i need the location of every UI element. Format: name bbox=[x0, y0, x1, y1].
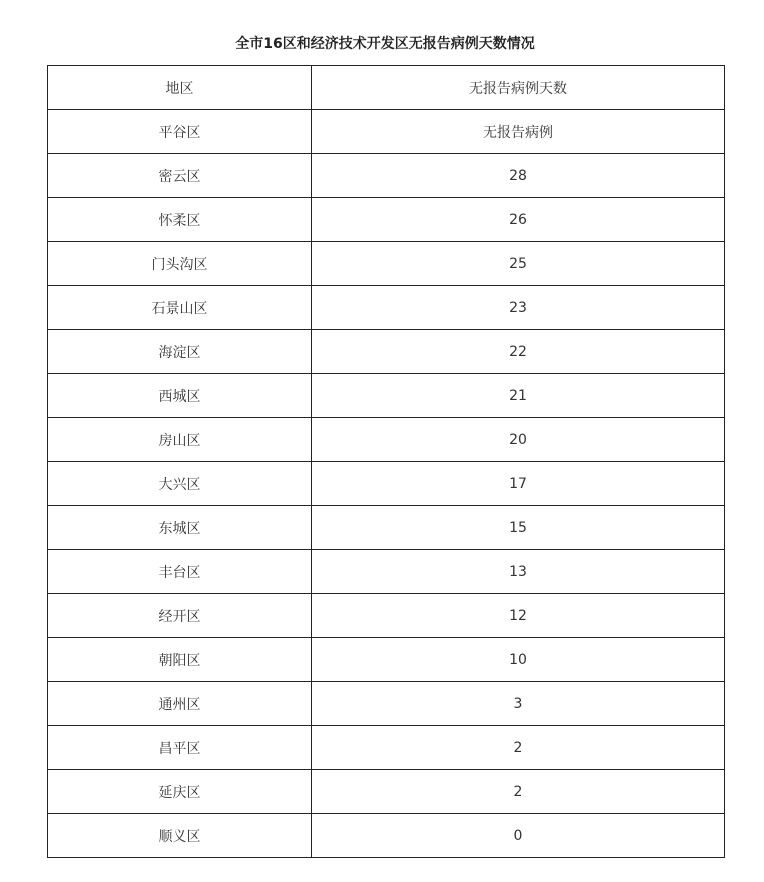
days-cell: 28 bbox=[312, 154, 725, 198]
district-cell: 经开区 bbox=[48, 594, 312, 638]
district-cell: 密云区 bbox=[48, 154, 312, 198]
days-cell: 22 bbox=[312, 330, 725, 374]
header-cell-district: 地区 bbox=[48, 66, 312, 110]
district-cell: 大兴区 bbox=[48, 462, 312, 506]
district-cell: 昌平区 bbox=[48, 726, 312, 770]
days-cell: 无报告病例 bbox=[312, 110, 725, 154]
days-cell: 21 bbox=[312, 374, 725, 418]
table-row bbox=[48, 330, 725, 374]
table-row bbox=[48, 374, 725, 418]
page-title: 全市16区和经济技术开发区无报告病例天数情况 bbox=[235, 36, 535, 52]
table-row bbox=[48, 242, 725, 286]
table-row bbox=[48, 814, 725, 858]
days-cell: 26 bbox=[312, 198, 725, 242]
days-cell: 2 bbox=[312, 726, 725, 770]
table-row bbox=[48, 770, 725, 814]
district-cell: 石景山区 bbox=[48, 286, 312, 330]
table-header-row bbox=[48, 66, 725, 110]
district-cell: 门头沟区 bbox=[48, 242, 312, 286]
district-cell: 怀柔区 bbox=[48, 198, 312, 242]
header-cell-days: 无报告病例天数 bbox=[312, 66, 725, 110]
days-cell: 17 bbox=[312, 462, 725, 506]
days-cell: 15 bbox=[312, 506, 725, 550]
district-cell: 西城区 bbox=[48, 374, 312, 418]
days-cell: 13 bbox=[312, 550, 725, 594]
table-row bbox=[48, 462, 725, 506]
district-cell: 延庆区 bbox=[48, 770, 312, 814]
no-case-days-table bbox=[47, 65, 725, 858]
days-cell: 2 bbox=[312, 770, 725, 814]
district-cell: 房山区 bbox=[48, 418, 312, 462]
days-cell: 23 bbox=[312, 286, 725, 330]
days-cell: 3 bbox=[312, 682, 725, 726]
table-row bbox=[48, 110, 725, 154]
days-cell: 25 bbox=[312, 242, 725, 286]
days-cell: 10 bbox=[312, 638, 725, 682]
district-cell: 通州区 bbox=[48, 682, 312, 726]
table-row bbox=[48, 154, 725, 198]
district-cell: 海淀区 bbox=[48, 330, 312, 374]
table-row bbox=[48, 726, 725, 770]
district-cell: 东城区 bbox=[48, 506, 312, 550]
table-row bbox=[48, 682, 725, 726]
table-row bbox=[48, 506, 725, 550]
days-cell: 0 bbox=[312, 814, 725, 858]
district-cell: 朝阳区 bbox=[48, 638, 312, 682]
table-row bbox=[48, 198, 725, 242]
days-cell: 20 bbox=[312, 418, 725, 462]
table-body bbox=[48, 66, 725, 858]
district-cell: 顺义区 bbox=[48, 814, 312, 858]
district-cell: 丰台区 bbox=[48, 550, 312, 594]
district-cell: 平谷区 bbox=[48, 110, 312, 154]
table-row bbox=[48, 550, 725, 594]
table-row bbox=[48, 638, 725, 682]
table-row bbox=[48, 594, 725, 638]
table-row bbox=[48, 418, 725, 462]
table-row bbox=[48, 286, 725, 330]
days-cell: 12 bbox=[312, 594, 725, 638]
